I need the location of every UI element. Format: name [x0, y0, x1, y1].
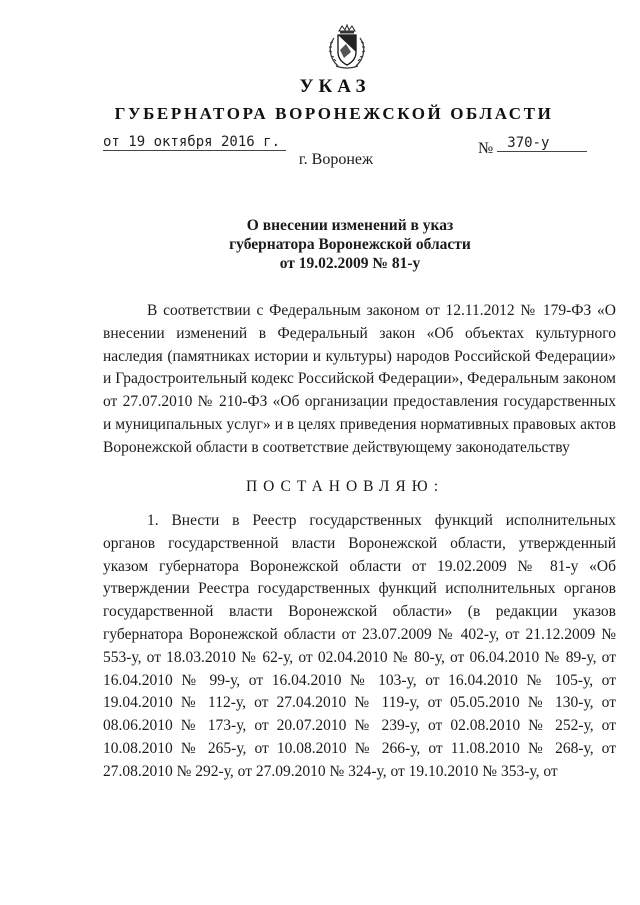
clause-1-paragraph: 1. Внести в Реестр государственных функций исполнительных органов государственной власти Воронежской области, утвержденный указом губернатора Воронежской области от 19.02.2009 № 81-у «Об утверждении Реестра государственных функций исполнительных органов государственной власти Воронежской области» (в редакции указов губернатора Воронежской области от 23.07.2009 № 402-у, от 21.12.2009 № 553-у, от 18.03.2010 № 62-у, от 02.04.2010 № 80-у, от 06.04.2010 № 89-у, от 16.04.2010 № 99-у, от 16.04.2010 № 103-у, от 16.04.2010 № 105-у, от 19.04.2010 № 112-у, от 27.04.2010 № 119-у, от 05.05.2010 № 130-у, от 08.06.2010 № 173-у, от 20.07.2010 № 239-у, от 02.08.2010 № 252-у, от 10.08.2010 № 265-у, от 10.08.2010 № 266-у, от 11.08.2010 № 268-у, от 27.08.2010 № 292-у, от 27.09.2010 № 324-у, от 19.10.2010 № 353-у, от — [103, 512, 616, 780]
decree-heading-line-2: губернатора Воронежской области — [229, 236, 471, 253]
decree-heading-line-3: от 19.02.2009 № 81-у — [279, 255, 421, 272]
decree-number-label: № — [478, 140, 494, 157]
preamble-paragraph: В соответствии с Федеральным законом от 12.11.2012 № 179-ФЗ «О внесении изменений в Федеральный закон «Об объектах культурного наследия (памятниках истории и культуры) народов Российской Федерации» и Градостроительный кодекс Российской Федерации», Федеральным законом от 27.07.2010 № 210-ФЗ «Об организации предоставления государственных и муниципальных услуг» и в целях приведения нормативных правовых актов Воронежской области в соответствие действующему законодательству — [103, 302, 616, 456]
coat-of-arms-emblem — [322, 22, 372, 72]
decree-heading-line-1: О внесении изменений в указ — [246, 217, 454, 234]
document-title: УКАЗ — [299, 76, 371, 97]
decree-heading — [0, 216, 640, 273]
decree-date-value: от 19 октября 2016 г. — [103, 134, 286, 151]
decree-number-value: 370-у — [497, 135, 587, 152]
city-name: г. Воронеж — [298, 151, 374, 168]
decree-date — [103, 134, 286, 151]
document-subtitle: ГУБЕРНАТОРА ВОРОНЕЖСКОЙ ОБЛАСТИ — [114, 104, 554, 123]
decree-word: ПОСТАНОВЛЯЮ: — [245, 478, 445, 495]
